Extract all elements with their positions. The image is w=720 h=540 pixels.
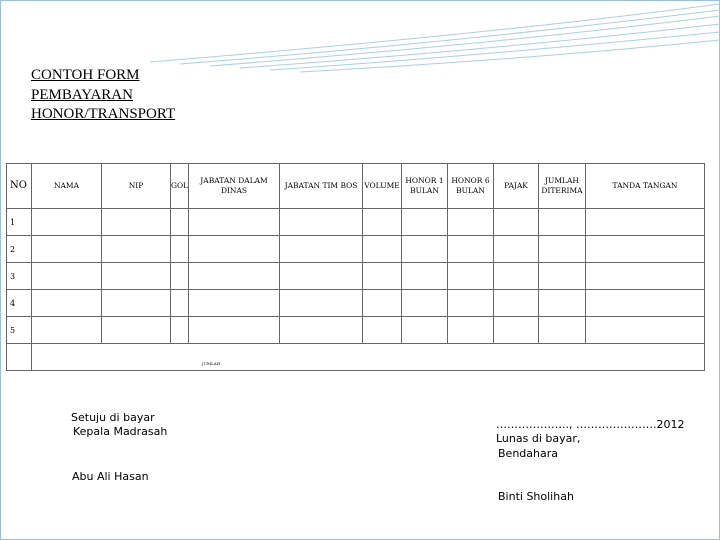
table-header-row <box>7 164 705 209</box>
header-jabatan-dalam-dinas: JABATAN DALAM DINAS <box>189 164 280 209</box>
header-jabatan-tim-bos: JABATAN TIM BOS <box>280 164 363 209</box>
table-row <box>7 317 705 344</box>
title-line-3: HONOR/TRANSPORT <box>31 106 176 122</box>
total-label: JUMLAH <box>32 344 705 371</box>
table-row <box>7 236 705 263</box>
row-number: 2 <box>7 236 32 263</box>
table-row <box>7 290 705 317</box>
header-volume: VOLUME <box>363 164 402 209</box>
row-number: 3 <box>7 263 32 290</box>
header-jumlah-diterima: JUMLAH DITERIMA <box>539 164 586 209</box>
header-nip: NIP <box>102 164 171 209</box>
left-signature-line-2: Kepala Madrasah <box>73 425 168 438</box>
payment-form-table <box>6 163 705 371</box>
header-honor-1-bulan: HONOR 1 BULAN <box>402 164 448 209</box>
right-signature-name: Binti Sholihah <box>498 490 574 503</box>
header-gol: GOL <box>171 164 189 209</box>
table-row <box>7 209 705 236</box>
title-line-1: CONTOH FORM <box>31 67 140 83</box>
table-row <box>7 263 705 290</box>
table-footer-row <box>7 344 705 371</box>
header-nama: NAMA <box>32 164 102 209</box>
left-signature-name: Abu Ali Hasan <box>72 470 149 483</box>
row-number: 5 <box>7 317 32 344</box>
title-line-2: PEMBAYARAN <box>31 86 133 103</box>
right-signature-line-2: Bendahara <box>498 447 558 460</box>
header-no: NO <box>7 164 32 209</box>
header-honor-6-bulan: HONOR 6 BULAN <box>448 164 494 209</box>
header-tanda-tangan: TANDA TANGAN <box>586 164 705 209</box>
row-number: 4 <box>7 290 32 317</box>
signature-date: ……………….., ………………….2012 <box>496 418 685 431</box>
header-pajak: PAJAK <box>494 164 539 209</box>
right-signature-line-1: Lunas di bayar, <box>496 432 581 445</box>
left-signature-line-1: Setuju di bayar <box>71 411 155 424</box>
row-number: 1 <box>7 209 32 236</box>
page-title <box>31 66 175 125</box>
